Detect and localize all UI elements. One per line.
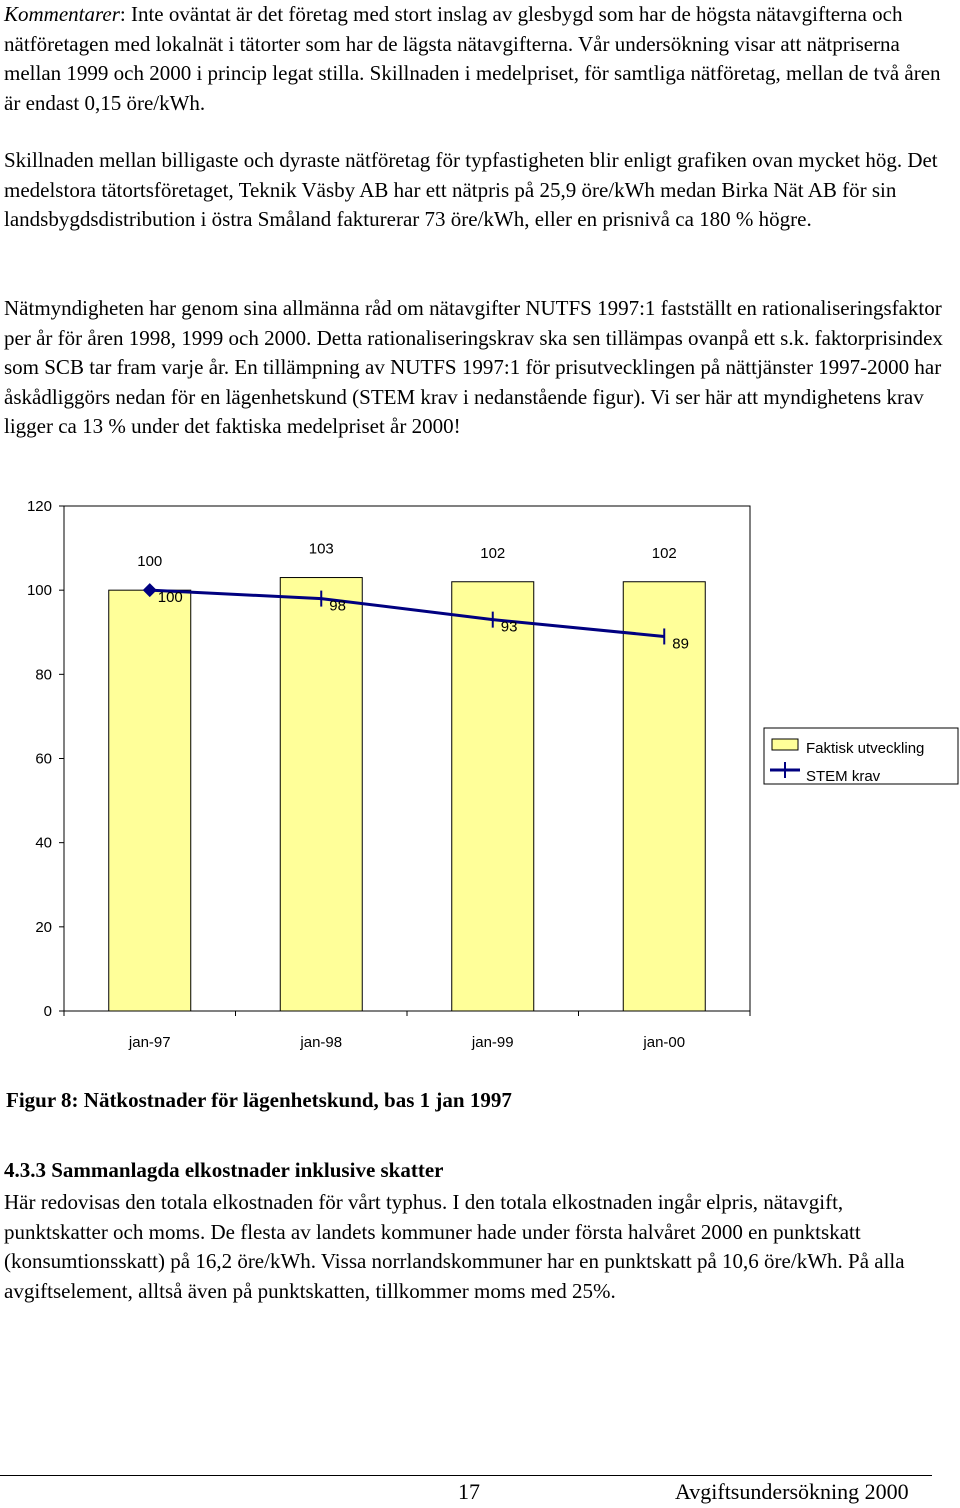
bar-faktisk-utveckling (623, 582, 705, 1011)
footer-title: Avgiftsundersökning 2000 (675, 1479, 909, 1504)
bar-faktisk-utveckling (280, 578, 362, 1011)
legend-label-faktisk: Faktisk utveckling (806, 740, 925, 757)
footer-divider (0, 1475, 932, 1476)
x-tick-label: jan-98 (300, 1034, 343, 1051)
comment-text: : Inte oväntat är det företag med stort inslag av glesbygd som har de högsta nätavgifterna och nätföretagen med lokalnät i tätorter som har de lägsta nätavgifterna. Vår undersökning visar att nätpriserna mellan 1999 och 2000 i princip legat stilla. Skillnaden i medelpriset, för samtliga nätföretag, mellan de två åren är endast 0,15 öre/kWh. (4, 2, 941, 115)
line-value-label: 89 (672, 635, 689, 653)
comment-label: Kommentarer (4, 2, 120, 26)
x-tick-label: jan-00 (643, 1034, 686, 1051)
section-heading: 4.3.3 Sammanlagda elkostnader inklusive skatter (4, 1158, 444, 1182)
section-body: Här redovisas den totala elkostnaden för vårt typhus. I den totala elkostnaden ingår elpris, nätavgift, punktskatter och moms. De flesta av landets kommuner hade under första halvåret 2000 en punktskatt (konsumtionsskatt) på 16,2 öre/kWh. Vissa norrlandskommuner har en punktskatt på 10,6 öre/kWh. På alla avgiftselement, alltså även på punktskatten, tillkommer moms med 25%. (4, 1190, 905, 1303)
bar-value-label: 103 (308, 540, 334, 558)
bar-value-label: 102 (651, 544, 677, 562)
regulation-paragraph: Nätmyndigheten har genom sina allmänna råd om nätavgifter NUTFS 1997:1 fastställt en rationaliseringsfaktor per år för åren 1998, 1999 och 2000. Detta rationaliseringskrav ska sen tillämpas ovanpå ett s.k. faktorprisindex som SCB tar fram varje år. En tillämpning av NUTFS 1997:1 för prisutvecklingen på nättjänster 1997-2000 har åskådliggörs nedan för en lägenhetskund (STEM krav i nedanstående figur). Vi ser här att myndighetens krav ligger ca 13 % under det faktiska medelpriset år 2000! (4, 296, 943, 438)
y-tick-label: 120 (26, 498, 52, 515)
comment-paragraph (4, 0, 944, 118)
y-tick-label: 60 (35, 750, 52, 768)
y-tick-label: 80 (35, 666, 52, 684)
price-difference-paragraph: Skillnaden mellan billigaste och dyraste nätföretag för typfastigheten blir enligt grafiken ovan mycket hög. Det medelstora tätortsföretaget, Teknik Väsby AB har ett nätpris på 25,9 öre/kWh medan Birka Nät AB för sin landsbygdsdistribution i östra Småland fakturerar 73 öre/kWh, eller en prisnivå ca 180 % högre. (4, 148, 938, 231)
page-number: 17 (458, 1479, 480, 1504)
y-tick-label: 20 (35, 918, 52, 936)
legend-label-stem: STEM krav (806, 768, 881, 785)
x-tick-label: jan-97 (128, 1034, 171, 1051)
x-tick-label: jan-99 (471, 1034, 514, 1051)
legend-swatch-faktisk (772, 739, 798, 750)
figure-caption: Figur 8: Nätkostnader för lägenhetskund, bas 1 jan 1997 (6, 1088, 512, 1112)
y-tick-label: 40 (35, 834, 52, 852)
bar-faktisk-utveckling (109, 590, 191, 1011)
line-value-label: 98 (329, 597, 346, 615)
y-tick-label: 0 (43, 1003, 52, 1020)
line-value-label: 93 (500, 618, 518, 636)
line-stem-krav (150, 590, 665, 636)
chart (0, 485, 960, 1070)
line-value-label: 100 (157, 589, 183, 607)
bar-faktisk-utveckling (452, 582, 534, 1011)
bar-value-label: 102 (480, 544, 506, 562)
bar-value-label: 100 (137, 553, 163, 571)
y-tick-label: 100 (26, 582, 52, 600)
